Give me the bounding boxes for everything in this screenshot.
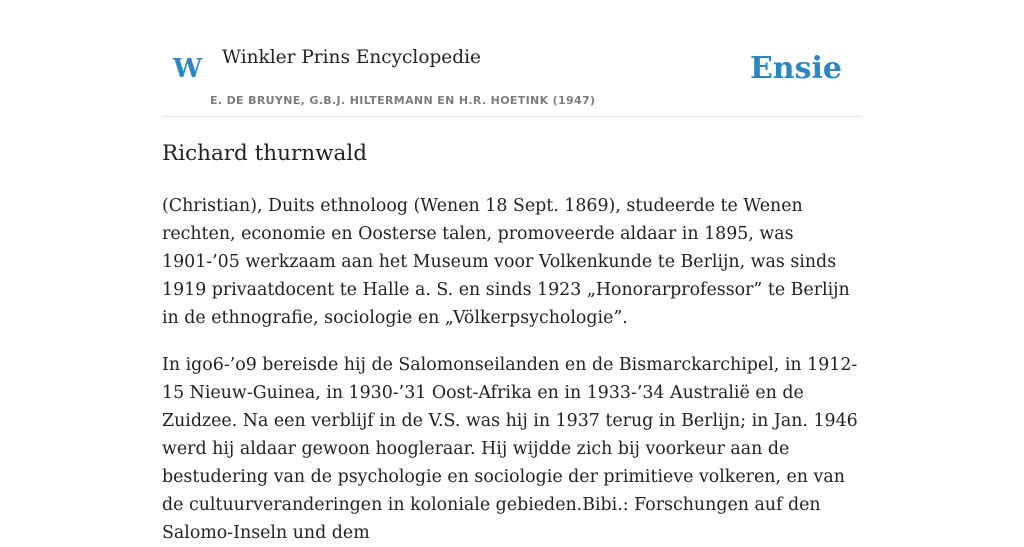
- header: [162, 0, 862, 117]
- article-paragraph: (Christian), Duits ethnoloog (Wenen 18 Sept. 1869), studeerde te Wenen rechten, economie en Oosterse talen, promoveerde aldaar in 1895, was 1901-’05 werkzaam aan het Museum voor Volkenkunde te Berlijn, was sinds 1919 privaatdocent te Halle a. S. en sinds 1923 „Honorarprofessor” te Berlijn in de ethnografie, sociologie en „Völkerpsychologie”.: [162, 196, 850, 328]
- ensie-logo-link[interactable]: Ensie: [749, 51, 842, 86]
- book-title-link[interactable]: Winkler Prins Encyclopedie: [222, 47, 481, 68]
- article-paragraph: In igo6-’o9 bereisde hij de Salomonseilanden en de Bismarckarchipel, in 1912-15 Nieuw-Guinea, in 1930-’31 Oost-Afrika en in 1933-’34 Australië en de Zuidzee. Na een verblijf in de V.S. was hij in 1937 terug in Berlijn; in Jan. 1946 werd hij aldaar gewoon hoogleraar. Hij wijdde zich bij voorkeur aan de bestudering van de psychologie en sociologie der primitieve volkeren, en van de cultuurveranderingen in koloniale gebieden.Bibi.: Forschungen auf den Salomo-Inseln und dem: [162, 355, 858, 543]
- article-title: Richard thurnwald: [162, 141, 367, 166]
- book-authors: E. DE BRUYNE, G.B.J. HILTERMANN EN H.R. HOETINK (1947): [210, 94, 596, 107]
- book-logo[interactable]: W: [173, 54, 203, 84]
- article: [162, 136, 866, 547]
